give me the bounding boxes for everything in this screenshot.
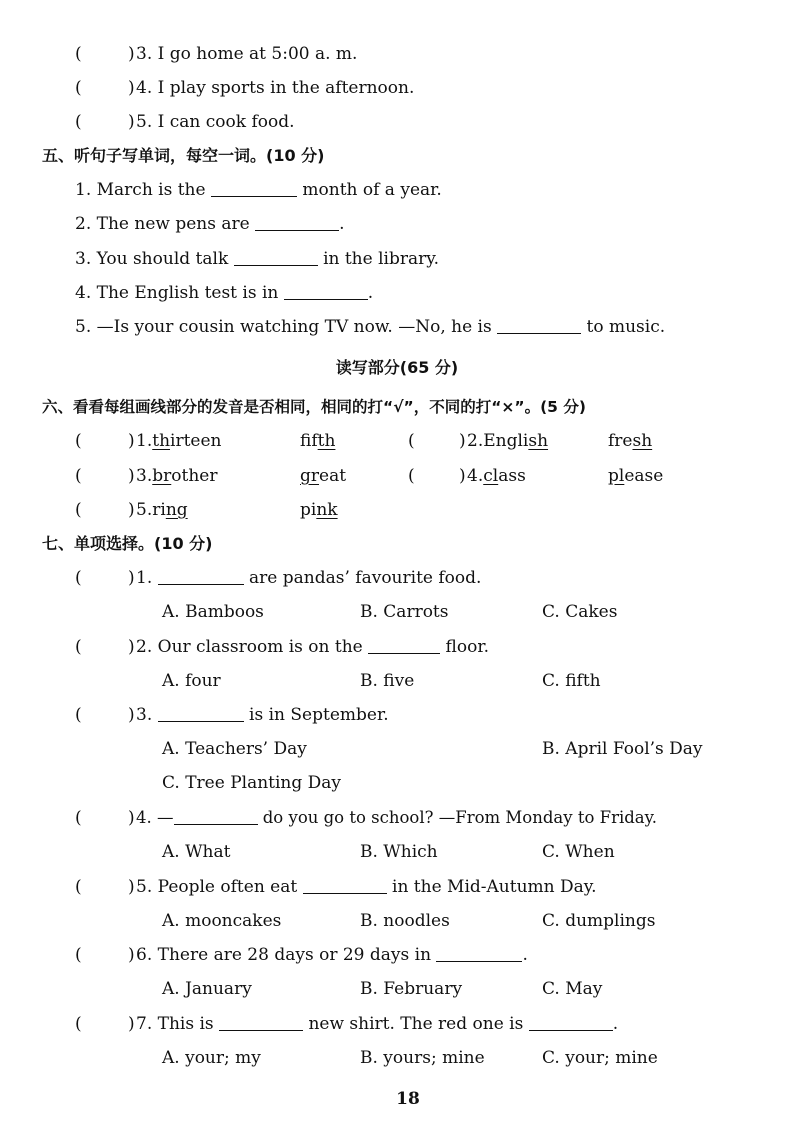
answer-blank[interactable]	[174, 808, 258, 825]
question-text: 7. This is new shirt. The red one is .	[136, 1014, 619, 1034]
option-b[interactable]: B. noodles	[360, 911, 450, 931]
answer-paren-open: (	[408, 466, 415, 486]
answer-blank[interactable]	[436, 945, 522, 962]
section7-heading: 七、单项选择。(10 分)	[42, 534, 213, 553]
option-c[interactable]: C. Tree Planting Day	[162, 773, 342, 793]
question-text: 1. are pandas’ favourite food.	[136, 568, 482, 588]
item-text: to music.	[586, 317, 666, 337]
answer-blank[interactable]	[255, 214, 339, 231]
item-text: 4. I play sports in the afternoon.	[136, 78, 415, 98]
page-number: 18	[396, 1089, 420, 1109]
option-c[interactable]: C. fifth	[542, 671, 601, 691]
part-title: 读写部分(65 分)	[335, 358, 459, 377]
phonics-item: 1.thirteen	[136, 431, 222, 451]
answer-paren-close: )	[128, 112, 135, 132]
answer-paren-close: )	[459, 431, 466, 451]
answer-blank[interactable]	[497, 317, 581, 334]
answer-paren-close: )	[128, 568, 135, 588]
phonics-item: 5.ring	[136, 500, 188, 520]
answer-paren-close: )	[128, 637, 135, 657]
answer-paren-close: )	[128, 808, 135, 828]
option-b[interactable]: B. Which	[360, 842, 438, 862]
answer-paren-close: )	[128, 431, 135, 451]
question-text: 6. There are 28 days or 29 days in .	[136, 945, 528, 965]
answer-blank[interactable]	[234, 249, 318, 266]
answer-paren-close: )	[128, 705, 135, 725]
answer-blank[interactable]	[529, 1014, 613, 1031]
option-b[interactable]: B. Carrots	[360, 602, 449, 622]
answer-paren-open: (	[75, 466, 82, 486]
answer-paren-open: (	[75, 637, 82, 657]
answer-paren-close: )	[128, 877, 135, 897]
answer-paren-open: (	[75, 1014, 82, 1034]
answer-paren-close: )	[128, 945, 135, 965]
item-text: 5. I can cook food.	[136, 112, 295, 132]
question-text: 3. is in September.	[136, 705, 389, 725]
question-text: 5. People often eat in the Mid-Autumn Day.	[136, 877, 597, 897]
option-c[interactable]: C. May	[542, 979, 603, 999]
answer-paren-close: )	[128, 44, 135, 64]
answer-paren-close: )	[128, 466, 135, 486]
option-b[interactable]: B. yours; mine	[360, 1048, 485, 1068]
option-b[interactable]: B. April Fool’s Day	[542, 739, 703, 759]
phonics-compare-word: please	[608, 466, 664, 486]
answer-paren-open: (	[75, 44, 82, 64]
fill-blank-item	[75, 248, 439, 270]
item-text: 3. You should talk	[75, 249, 229, 269]
section6-heading: 六、看看每组画线部分的发音是否相同，相同的打“√”，不同的打“×”。(5 分)	[42, 398, 586, 416]
answer-paren-close: )	[128, 78, 135, 98]
item-text: 2. The new pens are	[75, 214, 250, 234]
phonics-item: 3.brother	[136, 466, 218, 486]
option-a[interactable]: A. four	[162, 671, 221, 691]
fill-blank-item	[75, 213, 345, 235]
phonics-compare-word: pink	[300, 500, 338, 520]
phonics-item: 2.English	[467, 431, 549, 451]
fill-blank-item	[75, 282, 373, 304]
option-a[interactable]: A. What	[162, 842, 231, 862]
answer-paren-open: (	[75, 877, 82, 897]
option-c[interactable]: C. Cakes	[542, 602, 618, 622]
answer-blank[interactable]	[219, 1014, 303, 1031]
answer-paren-open: (	[75, 705, 82, 725]
option-a[interactable]: A. Teachers’ Day	[162, 739, 307, 759]
option-a[interactable]: A. your; my	[162, 1048, 261, 1068]
item-text: 3. I go home at 5:00 a. m.	[136, 44, 358, 64]
answer-paren-open: (	[75, 568, 82, 588]
option-c[interactable]: C. dumplings	[542, 911, 656, 931]
option-b[interactable]: B. February	[360, 979, 463, 999]
answer-paren-close: )	[128, 500, 135, 520]
fill-blank-item	[75, 316, 665, 338]
answer-paren-close: )	[128, 1014, 135, 1034]
item-text: 4. The English test is in	[75, 283, 279, 303]
option-a[interactable]: A. Bamboos	[162, 602, 264, 622]
answer-blank[interactable]	[211, 180, 297, 197]
question-text: 4. — do you go to school? —From Monday to Friday.	[136, 808, 658, 827]
item-text: .	[339, 214, 345, 234]
phonics-compare-word: fifth	[300, 431, 336, 451]
answer-blank[interactable]	[158, 705, 244, 722]
item-text: month of a year.	[302, 180, 442, 200]
phonics-compare-word: great	[300, 466, 347, 486]
question-text: 2. Our classroom is on the floor.	[136, 637, 490, 657]
option-b[interactable]: B. five	[360, 671, 415, 691]
option-c[interactable]: C. your; mine	[542, 1048, 658, 1068]
section5-heading: 五、听句子写单词，每空一词。(10 分)	[42, 146, 325, 165]
option-a[interactable]: A. January	[162, 979, 252, 999]
answer-blank[interactable]	[158, 568, 244, 585]
answer-paren-open: (	[408, 431, 415, 451]
phonics-compare-word: fresh	[608, 431, 653, 451]
phonics-item: 4.class	[467, 466, 526, 486]
answer-blank[interactable]	[368, 637, 440, 654]
answer-paren-open: (	[75, 500, 82, 520]
option-a[interactable]: A. mooncakes	[162, 911, 282, 931]
option-c[interactable]: C. When	[542, 842, 615, 862]
answer-paren-open: (	[75, 945, 82, 965]
answer-paren-open: (	[75, 78, 82, 98]
item-text: in the library.	[323, 249, 439, 269]
answer-blank[interactable]	[303, 877, 387, 894]
fill-blank-item	[75, 179, 442, 201]
item-text: .	[367, 283, 374, 303]
item-text: 1. March is the	[75, 180, 206, 200]
item-text: 5. —Is your cousin watching TV now. —No, he is	[75, 317, 492, 337]
answer-blank[interactable]	[284, 283, 368, 300]
answer-paren-close: )	[459, 466, 466, 486]
answer-paren-open: (	[75, 431, 82, 451]
answer-paren-open: (	[75, 112, 82, 132]
answer-paren-open: (	[75, 808, 82, 828]
